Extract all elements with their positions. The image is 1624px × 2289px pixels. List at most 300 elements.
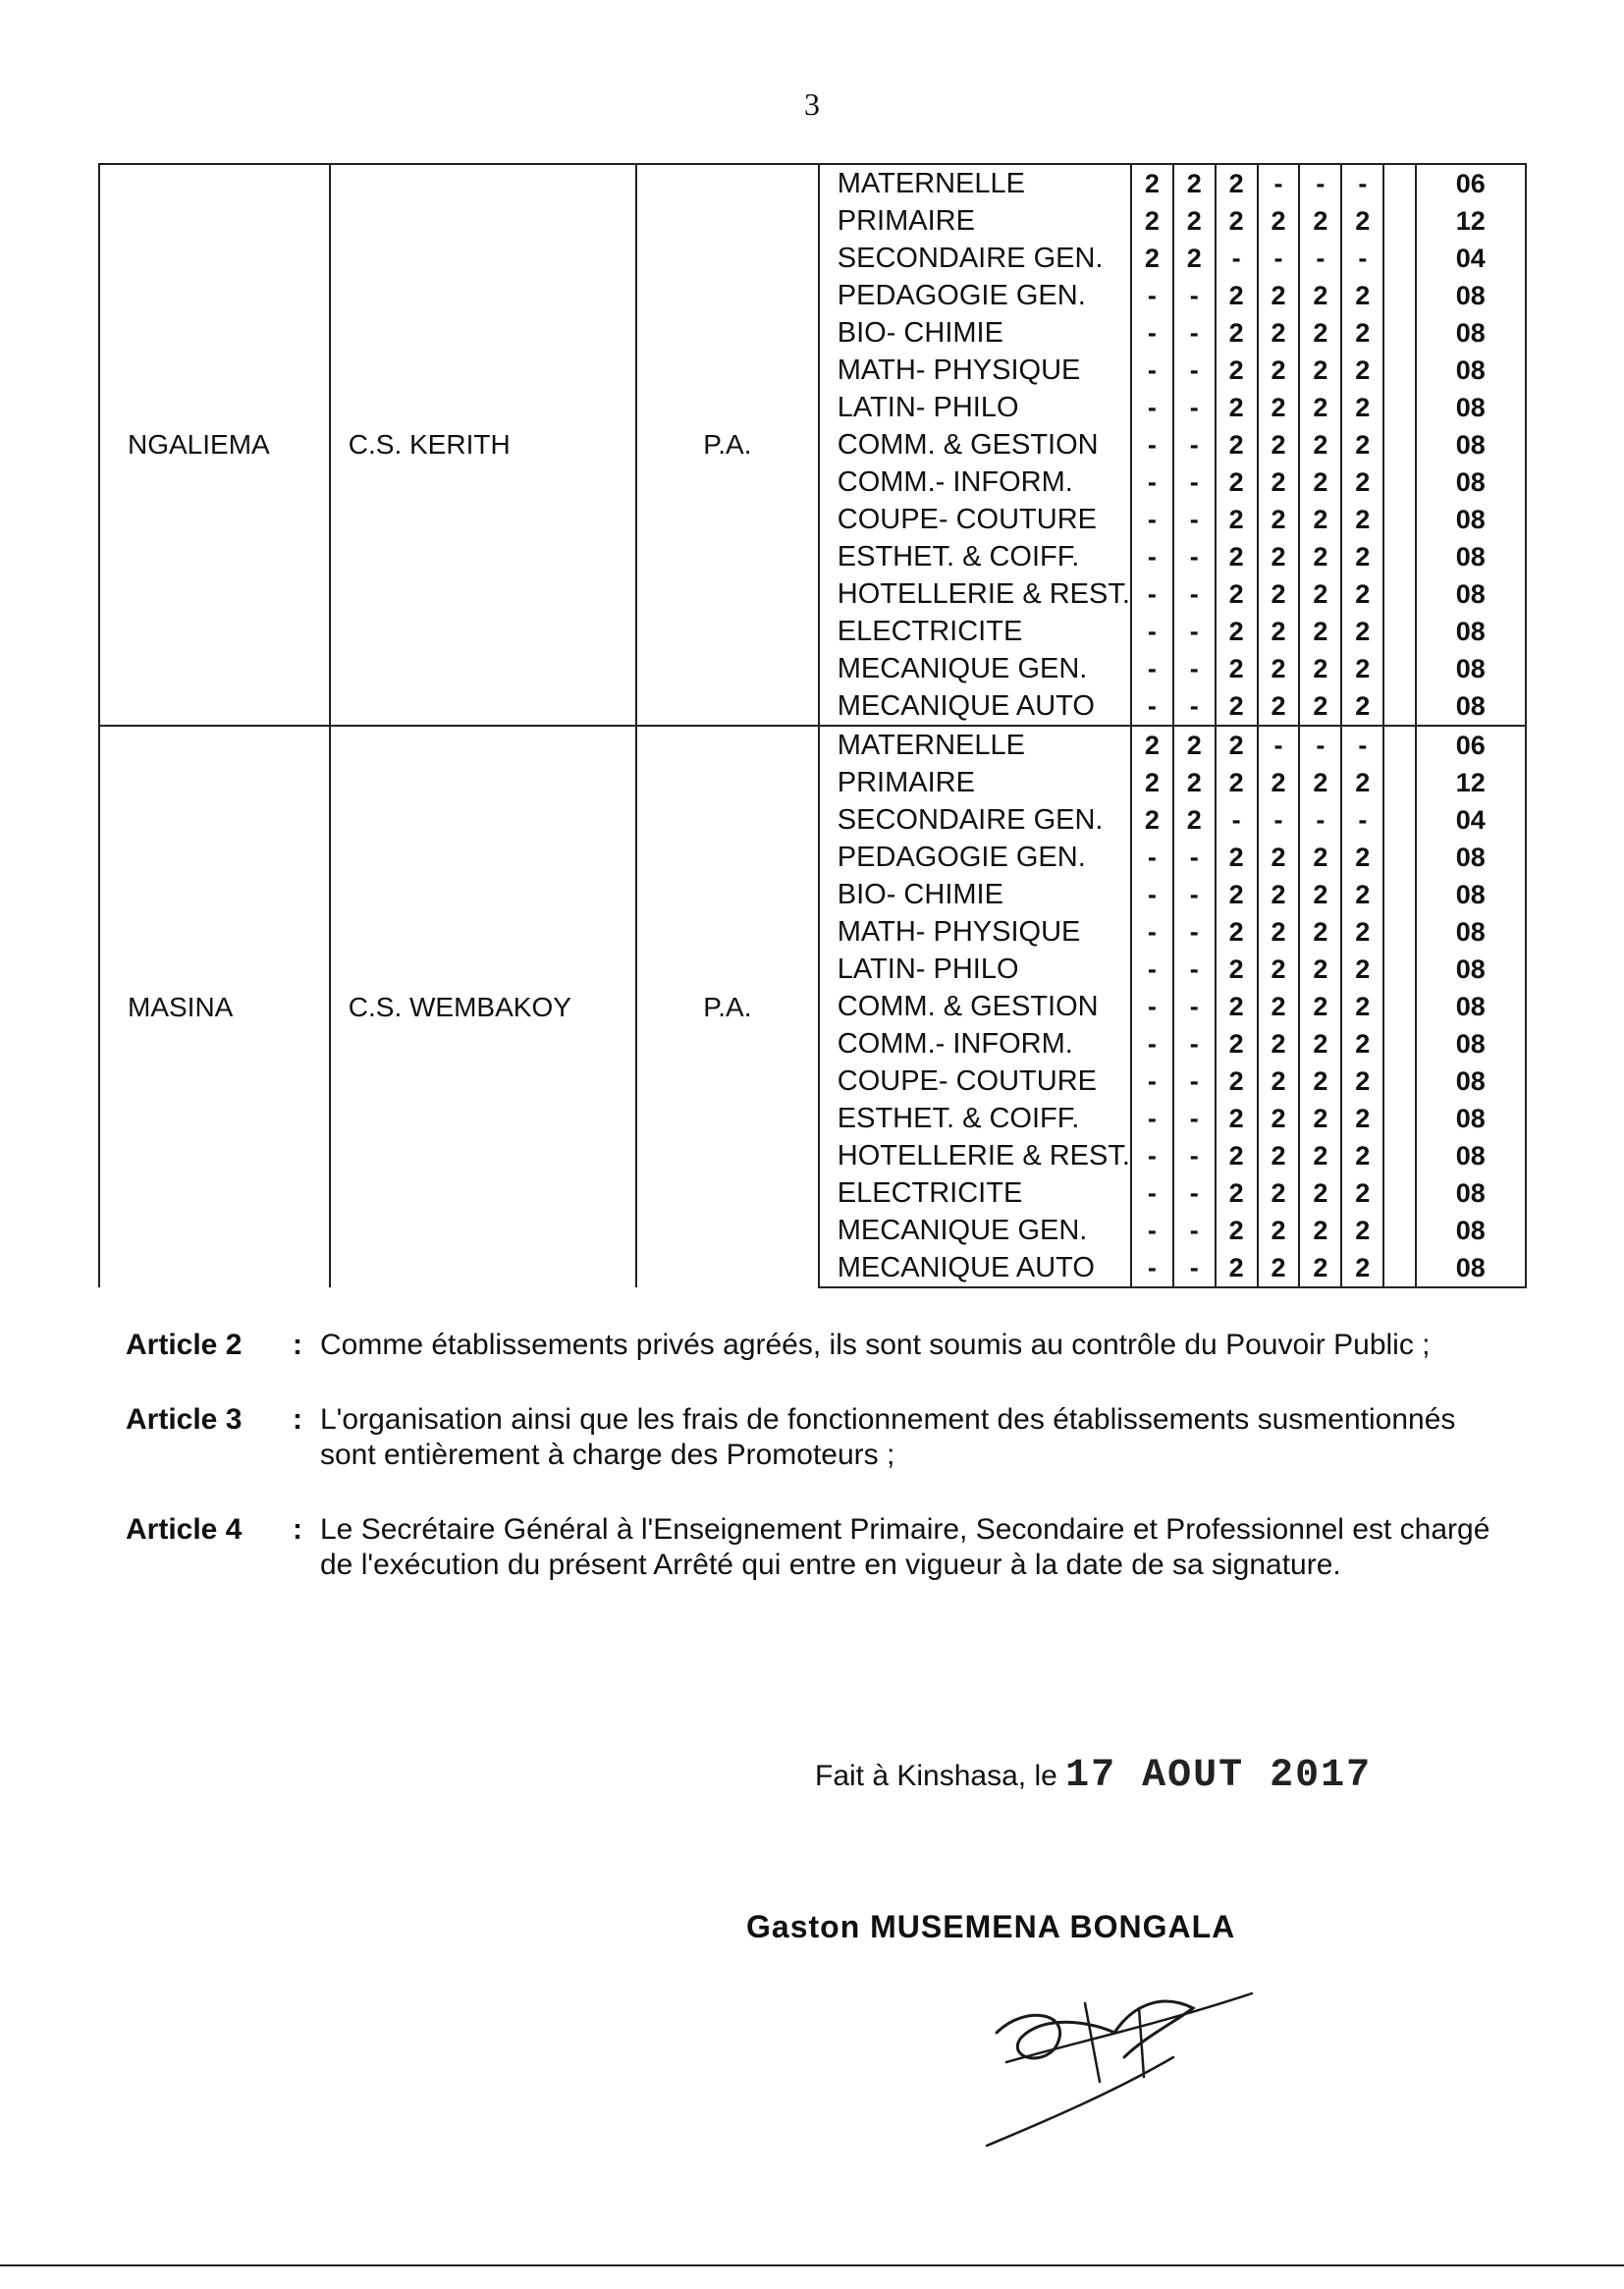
total-cell: 08 [1416,389,1526,426]
class-count-cell: 2 [1216,352,1258,389]
class-count-cell: 2 [1341,1249,1383,1287]
class-count-cell: - [1131,988,1173,1025]
spacer-cell [1383,1100,1415,1137]
class-count-cell: 2 [1299,389,1341,426]
option-cell: MECANIQUE GEN. [819,1212,1131,1249]
date-stamp: 17 AOUT 2017 [1065,1754,1373,1798]
class-count-cell: 2 [1299,501,1341,538]
class-count-cell: - [1173,650,1216,687]
class-count-cell: 2 [1258,764,1300,801]
spacer-cell [1383,650,1415,687]
total-cell: 04 [1416,240,1526,277]
class-count-cell: - [1131,687,1173,726]
class-count-cell: 2 [1216,687,1258,726]
class-count-cell: 2 [1299,1137,1341,1174]
article-text: Comme établissements privés agréés, ils sont soumis au contrôle du Pouvoir Public ; [320,1329,1431,1361]
class-count-cell: 2 [1341,687,1383,726]
class-count-cell: - [1173,314,1216,352]
regime-cell: P.A. [636,164,819,726]
class-count-cell: 2 [1216,426,1258,463]
option-cell: MATH- PHYSIQUE [819,913,1131,951]
class-count-cell: 2 [1216,314,1258,352]
footer-rule [0,2264,1624,2266]
class-count-cell: - [1258,164,1300,202]
article-3 [126,1402,1500,1473]
class-count-cell: 2 [1341,1137,1383,1174]
class-count-cell: 2 [1258,913,1300,951]
article-label: Article 2 [126,1329,243,1361]
class-count-cell: - [1131,389,1173,426]
class-count-cell: - [1131,277,1173,314]
class-count-cell: 2 [1258,1212,1300,1249]
class-count-cell: 2 [1216,764,1258,801]
article-text: L'organisation ainsi que les frais de fonctionnement des établissements susmentionnés sont entièrement à charge des Promoteurs ; [320,1403,1456,1471]
class-count-cell: - [1173,463,1216,501]
signing-place-date [815,1754,1372,1798]
class-count-cell: 2 [1299,988,1341,1025]
class-count-cell: - [1173,538,1216,575]
class-count-cell: 2 [1258,314,1300,352]
class-count-cell: - [1173,1249,1216,1287]
class-count-cell: 2 [1216,913,1258,951]
class-count-cell: - [1258,240,1300,277]
class-count-cell: 2 [1258,1063,1300,1100]
spacer-cell [1383,1025,1415,1063]
class-count-cell: 2 [1341,1174,1383,1212]
class-count-cell: 2 [1341,352,1383,389]
class-count-cell: 2 [1299,202,1341,240]
class-count-cell: 2 [1258,352,1300,389]
class-count-cell: - [1216,240,1258,277]
class-count-cell: 2 [1299,876,1341,913]
table-row [99,164,1526,202]
class-count-cell: 2 [1341,613,1383,650]
spacer-cell [1383,314,1415,352]
option-cell: SECONDAIRE GEN. [819,240,1131,277]
class-count-cell: - [1131,501,1173,538]
class-count-cell: - [1173,1174,1216,1212]
class-count-cell: - [1173,687,1216,726]
spacer-cell [1383,426,1415,463]
class-count-cell: 2 [1216,1025,1258,1063]
spacer-cell [1383,988,1415,1025]
option-cell: COUPE- COUTURE [819,1063,1131,1100]
option-cell: COMM.- INFORM. [819,1025,1131,1063]
total-cell: 08 [1416,951,1526,988]
article-colon: : [293,1403,302,1436]
class-count-cell: - [1131,314,1173,352]
class-count-cell: - [1131,876,1173,913]
class-count-cell: 2 [1173,726,1216,764]
class-count-cell: - [1131,463,1173,501]
total-cell: 08 [1416,575,1526,613]
option-cell: MECANIQUE GEN. [819,650,1131,687]
option-cell: PEDAGOGIE GEN. [819,839,1131,876]
class-count-cell: 2 [1341,202,1383,240]
class-count-cell: - [1341,726,1383,764]
class-count-cell: 2 [1258,277,1300,314]
class-count-cell: 2 [1258,538,1300,575]
spacer-cell [1383,575,1415,613]
signatory-name: Gaston MUSEMENA BONGALA [746,1909,1236,1944]
class-count-cell: - [1131,1137,1173,1174]
class-count-cell: - [1173,352,1216,389]
class-count-cell: - [1131,1063,1173,1100]
class-count-cell: - [1173,575,1216,613]
class-count-cell: 2 [1173,202,1216,240]
class-count-cell: 2 [1216,164,1258,202]
class-count-cell: 2 [1341,839,1383,876]
total-cell: 08 [1416,613,1526,650]
class-count-cell: - [1173,1025,1216,1063]
class-count-cell: 2 [1216,650,1258,687]
class-count-cell: 2 [1299,1249,1341,1287]
school-cell: C.S. KERITH [330,164,636,726]
class-count-cell: - [1173,389,1216,426]
class-count-cell: 2 [1216,1174,1258,1212]
class-count-cell: 2 [1341,575,1383,613]
class-count-cell: - [1131,1025,1173,1063]
class-count-cell: 2 [1258,1174,1300,1212]
spacer-cell [1383,801,1415,839]
class-count-cell: 2 [1341,764,1383,801]
class-count-cell: 2 [1258,1025,1300,1063]
class-count-cell: 2 [1341,1100,1383,1137]
class-count-cell: 2 [1216,951,1258,988]
articles-section [126,1328,1500,1622]
class-count-cell: - [1173,839,1216,876]
option-cell: LATIN- PHILO [819,389,1131,426]
school-cell: C.S. WEMBAKOY [330,726,636,1287]
total-cell: 08 [1416,1174,1526,1212]
spacer-cell [1383,876,1415,913]
class-count-cell: 2 [1341,988,1383,1025]
class-count-cell: 2 [1341,951,1383,988]
class-count-cell: 2 [1299,613,1341,650]
total-cell: 08 [1416,426,1526,463]
spacer-cell [1383,951,1415,988]
class-count-cell: 2 [1258,501,1300,538]
class-count-cell: - [1173,1137,1216,1174]
spacer-cell [1383,726,1415,764]
spacer-cell [1383,501,1415,538]
class-count-cell: - [1341,801,1383,839]
class-count-cell: 2 [1258,650,1300,687]
class-count-cell: - [1173,501,1216,538]
class-count-cell: 2 [1258,389,1300,426]
class-count-cell: 2 [1216,839,1258,876]
class-count-cell: - [1173,876,1216,913]
total-cell: 08 [1416,988,1526,1025]
class-count-cell: 2 [1216,1249,1258,1287]
spacer-cell [1383,240,1415,277]
spacer-cell [1383,764,1415,801]
class-count-cell: 2 [1299,1174,1341,1212]
class-count-cell: 2 [1216,463,1258,501]
commune-cell: MASINA [99,726,330,1287]
class-count-cell: 2 [1299,951,1341,988]
class-count-cell: 2 [1173,240,1216,277]
class-count-cell: 2 [1131,202,1173,240]
article-text: Le Secrétaire Général à l'Enseignement Primaire, Secondaire et Professionnel est chargé de l'exécution du présent Arrêté qui entre en vigueur à la date de sa signature. [320,1513,1490,1581]
class-count-cell: 2 [1216,202,1258,240]
class-count-cell: 2 [1216,726,1258,764]
total-cell: 06 [1416,726,1526,764]
class-count-cell: 2 [1216,1100,1258,1137]
class-count-cell: 2 [1299,913,1341,951]
class-count-cell: - [1341,240,1383,277]
class-count-cell: 2 [1341,913,1383,951]
class-count-cell: 2 [1341,389,1383,426]
class-count-cell: 2 [1299,1212,1341,1249]
total-cell: 08 [1416,352,1526,389]
option-cell: COMM. & GESTION [819,426,1131,463]
class-count-cell: 2 [1216,575,1258,613]
class-count-cell: - [1131,613,1173,650]
class-count-cell: 2 [1258,463,1300,501]
total-cell: 08 [1416,839,1526,876]
class-count-cell: 2 [1216,988,1258,1025]
class-count-cell: 2 [1299,575,1341,613]
class-count-cell: 2 [1341,650,1383,687]
class-count-cell: 2 [1299,1100,1341,1137]
option-cell: ELECTRICITE [819,1174,1131,1212]
class-count-cell: 2 [1341,501,1383,538]
option-cell: MATERNELLE [819,164,1131,202]
spacer-cell [1383,913,1415,951]
class-count-cell: - [1131,913,1173,951]
page-number: 3 [804,86,820,122]
option-cell: PRIMAIRE [819,764,1131,801]
class-count-cell: - [1131,352,1173,389]
class-count-cell: 2 [1258,951,1300,988]
class-count-cell: - [1258,726,1300,764]
class-count-cell: - [1173,277,1216,314]
spacer-cell [1383,352,1415,389]
class-count-cell: - [1131,650,1173,687]
handwritten-signature [967,1964,1262,2151]
class-count-cell: 2 [1173,764,1216,801]
class-count-cell: - [1131,1212,1173,1249]
total-cell: 08 [1416,277,1526,314]
class-count-cell: 2 [1341,1063,1383,1100]
class-count-cell: - [1131,575,1173,613]
class-count-cell: - [1131,1174,1173,1212]
class-count-cell: 2 [1299,277,1341,314]
class-count-cell: - [1131,1249,1173,1287]
class-count-cell: 2 [1173,801,1216,839]
class-count-cell: - [1341,164,1383,202]
class-count-cell: 2 [1258,876,1300,913]
class-count-cell: 2 [1341,538,1383,575]
article-label: Article 3 [126,1403,243,1436]
class-count-cell: - [1173,426,1216,463]
class-count-cell: - [1131,426,1173,463]
class-count-cell: - [1173,1212,1216,1249]
total-cell: 08 [1416,538,1526,575]
class-count-cell: 2 [1131,764,1173,801]
class-count-cell: 2 [1258,1100,1300,1137]
class-count-cell: 2 [1341,426,1383,463]
article-4 [126,1512,1500,1583]
class-count-cell: 2 [1299,426,1341,463]
spacer-cell [1383,164,1415,202]
class-count-cell: 2 [1258,613,1300,650]
class-count-cell: 2 [1131,164,1173,202]
spacer-cell [1383,613,1415,650]
option-cell: PRIMAIRE [819,202,1131,240]
total-cell: 12 [1416,202,1526,240]
class-count-cell: 2 [1131,240,1173,277]
class-count-cell: - [1299,240,1341,277]
class-count-cell: 2 [1258,1137,1300,1174]
option-cell: COUPE- COUTURE [819,501,1131,538]
option-cell: BIO- CHIMIE [819,314,1131,352]
class-count-cell: 2 [1299,650,1341,687]
option-cell: PEDAGOGIE GEN. [819,277,1131,314]
class-count-cell: 2 [1341,314,1383,352]
class-count-cell: - [1131,839,1173,876]
total-cell: 08 [1416,687,1526,726]
total-cell: 08 [1416,463,1526,501]
option-cell: BIO- CHIMIE [819,876,1131,913]
class-count-cell: 2 [1258,202,1300,240]
class-count-cell: - [1173,613,1216,650]
spacer-cell [1383,1063,1415,1100]
class-count-cell: 2 [1216,613,1258,650]
spacer-cell [1383,1212,1415,1249]
spacer-cell [1383,839,1415,876]
article-2 [126,1328,1500,1363]
class-count-cell: 2 [1299,314,1341,352]
option-cell: ESTHET. & COIFF. [819,1100,1131,1137]
option-cell: COMM.- INFORM. [819,463,1131,501]
class-count-cell: - [1173,913,1216,951]
regime-cell: P.A. [636,726,819,1287]
total-cell: 08 [1416,650,1526,687]
option-cell: HOTELLERIE & REST. [819,575,1131,613]
total-cell: 08 [1416,876,1526,913]
spacer-cell [1383,687,1415,726]
class-count-cell: 2 [1173,164,1216,202]
total-cell: 08 [1416,1025,1526,1063]
class-count-cell: 2 [1299,1063,1341,1100]
option-cell: ESTHET. & COIFF. [819,538,1131,575]
class-count-cell: 2 [1216,501,1258,538]
class-count-cell: - [1173,951,1216,988]
total-cell: 08 [1416,314,1526,352]
class-count-cell: - [1131,538,1173,575]
class-count-cell: - [1131,1100,1173,1137]
option-cell: LATIN- PHILO [819,951,1131,988]
option-cell: MATH- PHYSIQUE [819,352,1131,389]
total-cell: 12 [1416,764,1526,801]
option-cell: COMM. & GESTION [819,988,1131,1025]
commune-cell: NGALIEMA [99,164,330,726]
class-count-cell: 2 [1216,1063,1258,1100]
class-count-cell: - [1173,1100,1216,1137]
total-cell: 08 [1416,501,1526,538]
class-count-cell: 2 [1216,538,1258,575]
class-count-cell: 2 [1341,1025,1383,1063]
article-label: Article 4 [126,1513,243,1546]
class-count-cell: 2 [1258,426,1300,463]
class-count-cell: 2 [1299,352,1341,389]
total-cell: 08 [1416,1249,1526,1287]
spacer-cell [1383,389,1415,426]
class-count-cell: 2 [1258,988,1300,1025]
total-cell: 06 [1416,164,1526,202]
option-cell: MECANIQUE AUTO [819,687,1131,726]
class-count-cell: - [1258,801,1300,839]
class-count-cell: 2 [1299,1025,1341,1063]
total-cell: 08 [1416,1137,1526,1174]
class-count-cell: 2 [1258,839,1300,876]
article-colon: : [293,1513,302,1546]
spacer-cell [1383,277,1415,314]
option-cell: HOTELLERIE & REST. [819,1137,1131,1174]
spacer-cell [1383,538,1415,575]
class-count-cell: 2 [1299,687,1341,726]
class-count-cell: 2 [1131,801,1173,839]
class-count-cell: 2 [1216,389,1258,426]
class-count-cell: - [1216,801,1258,839]
option-cell: ELECTRICITE [819,613,1131,650]
class-count-cell: 2 [1258,1249,1300,1287]
class-count-cell: 2 [1299,463,1341,501]
class-count-cell: 2 [1258,687,1300,726]
total-cell: 08 [1416,1212,1526,1249]
class-count-cell: - [1299,164,1341,202]
class-count-cell: 2 [1299,764,1341,801]
class-count-cell: 2 [1341,463,1383,501]
schools-table-body [99,164,1526,1287]
total-cell: 08 [1416,1100,1526,1137]
total-cell: 08 [1416,1063,1526,1100]
class-count-cell: - [1131,951,1173,988]
class-count-cell: 2 [1258,575,1300,613]
article-colon: : [293,1329,302,1361]
class-count-cell: 2 [1216,876,1258,913]
class-count-cell: 2 [1216,1137,1258,1174]
class-count-cell: 2 [1341,876,1383,913]
class-count-cell: 2 [1216,1212,1258,1249]
spacer-cell [1383,463,1415,501]
class-count-cell: - [1299,801,1341,839]
class-count-cell: 2 [1299,839,1341,876]
spacer-cell [1383,202,1415,240]
option-cell: MECANIQUE AUTO [819,1249,1131,1287]
total-cell: 08 [1416,913,1526,951]
class-count-cell: 2 [1299,538,1341,575]
class-count-cell: 2 [1341,1212,1383,1249]
table-row [99,726,1526,764]
option-cell: MATERNELLE [819,726,1131,764]
spacer-cell [1383,1174,1415,1212]
class-count-cell: - [1299,726,1341,764]
option-cell: SECONDAIRE GEN. [819,801,1131,839]
class-count-cell: - [1173,988,1216,1025]
spacer-cell [1383,1137,1415,1174]
signing-place: Fait à Kinshasa, le [815,1760,1066,1792]
class-count-cell: - [1173,1063,1216,1100]
schools-table [98,163,1527,1288]
class-count-cell: 2 [1216,277,1258,314]
spacer-cell [1383,1249,1415,1287]
class-count-cell: 2 [1131,726,1173,764]
total-cell: 04 [1416,801,1526,839]
class-count-cell: 2 [1341,277,1383,314]
